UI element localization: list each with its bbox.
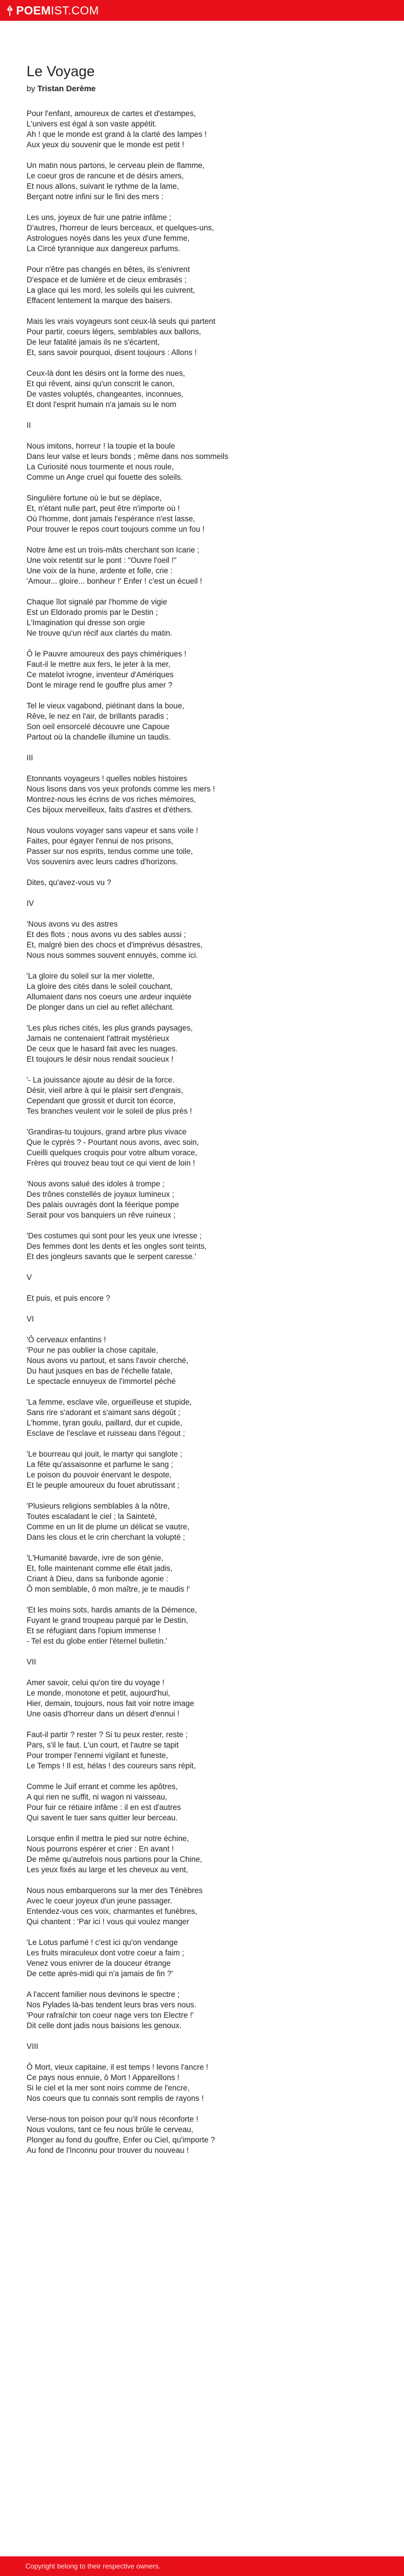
poem-line: Nous pourrons espérer et crier : En avant ! <box>27 1845 174 1853</box>
poem-line: De leur fatalité jamais ils ne s'écartent, <box>27 338 160 346</box>
poem-line: Notre âme est un trois-mâts cherchant son Icarie ; <box>27 546 200 554</box>
poem-line: Au fond de l'Inconnu pour trouver du nouveau ! <box>27 2146 189 2155</box>
poem-line: Entendez-vous ces voix, charmantes et funèbres, <box>27 1907 197 1916</box>
poem-line: Une voix de la hune, ardente et folle, crie : <box>27 566 173 575</box>
stanza <box>27 1782 384 1823</box>
poem-line: Berçant notre infini sur le fini des mers : <box>27 192 164 201</box>
poem-line: Aux yeux du souvenir que le monde est petit ! <box>27 140 185 149</box>
poem-line: Cependant que grossit et durcit ton écorce, <box>27 1096 176 1105</box>
poem-line: Si le ciel et la mer sont noirs comme de l'encre, <box>27 2084 190 2092</box>
section-numeral: VII <box>27 1657 36 1666</box>
poem-line: De même qu'autrefois nous partions pour la Chine, <box>27 1855 203 1864</box>
stanza <box>27 826 384 867</box>
section-numeral: V <box>27 1273 32 1282</box>
poem-line: 'Grandiras-tu toujours, grand arbre plus vivace <box>27 1128 187 1136</box>
poem-line: Une oasis d'horreur dans un désert d'ennui ! <box>27 1709 179 1718</box>
stanza <box>27 1937 384 1979</box>
stanza <box>27 1023 384 1065</box>
poem-line: Nous nous sommes souvent ennuyés, comme ici. <box>27 951 199 960</box>
poem-line: 'Ô cerveaux enfantins ! <box>27 1335 106 1344</box>
poem-line: Passer sur nos esprits, tendus comme une toile, <box>27 847 193 856</box>
poem-line: De plonger dans un ciel au reflet alléchant. <box>27 1003 174 1011</box>
poem-line: Partout où la chandelle illumine un taudis. <box>27 733 171 741</box>
stanza <box>27 160 384 202</box>
poem-line: 'Le Lotus parfumé ! c'est ici qu'on vendange <box>27 1938 178 1947</box>
poem-line: Des palais ouvragés dont la féerique pompe <box>27 1200 179 1209</box>
poem-line: L'Imagination qui dresse son orgie <box>27 618 145 627</box>
stanza <box>27 1730 384 1771</box>
poem-line: Un matin nous partons, le cerveau plein de flamme, <box>27 161 205 170</box>
poem-line: Lorsque enfin il mettra le pied sur notre échine, <box>27 1834 189 1843</box>
poem-line: Nous voulons, tant ce feu nous brûle le cerveau, <box>27 2125 193 2134</box>
stanza <box>27 774 384 815</box>
poem-line: Ce matelot ivrogne, inventeur d'Amériques <box>27 670 174 679</box>
poem-line: La fête qu'assaisonne et parfume le sang ; <box>27 1460 173 1469</box>
poem-line: Des femmes dont les dents et les ongles sont teints, <box>27 1242 207 1250</box>
poem-line: Ô le Pauvre amoureux des pays chimériques ! <box>27 649 186 658</box>
stanza <box>27 971 384 1013</box>
poem-line: Qui savent le tuer sans quitter leur berceau. <box>27 1813 178 1822</box>
stanza <box>27 368 384 410</box>
stanza <box>27 441 384 483</box>
poem-line: Ces bijoux merveilleux, faits d'astres et d'éthers. <box>27 805 193 814</box>
poem-line: Et des jongleurs savants que le serpent caresse.' <box>27 1252 196 1261</box>
logo-text <box>16 5 99 17</box>
poem-body <box>27 109 384 2156</box>
poem-line: Son oeil ensorcelé découvre une Capoue <box>27 722 170 731</box>
stanza <box>27 1397 384 1439</box>
poem-line: Dont le mirage rend le gouffre plus amer ? <box>27 681 173 689</box>
poem-line: Dans les clous et le crin cherchant la volupté ; <box>27 1533 185 1541</box>
stanza <box>27 1075 384 1117</box>
poem-content <box>27 63 384 2166</box>
poem-line: Pour l'enfant, amoureux de cartes et d'estampes, <box>27 109 196 118</box>
poem-line: Venez vous enivrer de la douceur étrange <box>27 1959 171 1968</box>
poem-line: Astrologues noyés dans les yeux d'une femme, <box>27 234 190 242</box>
poem-line: Toutes escaladant le ciel ; la Sainteté, <box>27 1512 157 1521</box>
poem-line: Et, n'étant nulle part, peut être n'importe où ! <box>27 504 180 513</box>
poem-line: 'Plusieurs religions semblables à la nôtre, <box>27 1502 170 1510</box>
poem-line: La glace qui les mord, les soleils qui les cuivrent, <box>27 286 195 294</box>
poem-line: Et puis, et puis encore ? <box>27 1294 110 1302</box>
poem-line: Jamais ne contenaient l'attrait mystérieux <box>27 1034 170 1043</box>
stanza <box>27 1335 384 1387</box>
byline <box>27 83 384 94</box>
poem-line: Cueilli quelques croquis pour votre album vorace, <box>27 1148 197 1157</box>
poem-line: Fuyant le grand troupeau parqué par le Destin, <box>27 1616 188 1625</box>
poem-line: De vastes voluptés, changeantes, inconnues, <box>27 390 184 398</box>
poem-line: Et, folle maintenant comme elle était jadis, <box>27 1564 173 1573</box>
poem-line: Et des flots ; nous avons vu des sables aussi ; <box>27 930 186 939</box>
poem-line: - Tel est du globe entier l'éternel bulletin.' <box>27 1637 167 1645</box>
poem-line: Nous voulons voyager sans vapeur et sans voile ! <box>27 826 199 835</box>
poem-line: Pars, s'il le faut. L'un court, et l'autre se tapit <box>27 1741 179 1749</box>
logo-text-bold: POEM <box>16 5 51 17</box>
by-label: by <box>27 84 35 93</box>
poem-line: Ce pays nous ennuie, ô Mort ! Appareillons ! <box>27 2073 179 2082</box>
poem-line: Le monde, monotone et petit, aujourd'hui, <box>27 1689 170 1697</box>
poem-line: Montrez-nous les écrins de vos riches mémoires, <box>27 795 196 804</box>
copyright-text: Copyright belong to their respective owners. <box>25 2562 161 2570</box>
poem-line: Etonnants voyageurs ! quelles nobles histoires <box>27 774 188 783</box>
stanza <box>27 597 384 639</box>
poem-line: Et nous allons, suivant le rythme de la lame, <box>27 182 179 191</box>
stanza <box>27 1989 384 2031</box>
poem-line: Faut-il partir ? rester ? Si tu peux rester, reste ; <box>27 1730 188 1739</box>
stanza <box>27 1293 384 1304</box>
section-numeral: II <box>27 421 31 430</box>
poem-line: Rêve, le nez en l'air, de brillants paradis ; <box>27 712 169 720</box>
poem-line: Les yeux fixés au large et les cheveux au vent, <box>27 1865 188 1874</box>
poem-line: D'autres, l'horreur de leurs berceaux, et quelques-uns, <box>27 223 214 232</box>
poem-line: La Circé tyrannique aux dangereux parfums. <box>27 244 181 253</box>
quill-pen-icon <box>6 5 14 17</box>
poem-line: L'univers est égal à son vaste appétit. <box>27 120 157 128</box>
poem-line: L'homme, tyran goulu, paillard, dur et cupide, <box>27 1418 182 1427</box>
stanza <box>27 2114 384 2156</box>
poem-line: D'espace et de lumière et de cieux embrasés ; <box>27 275 187 284</box>
poem-line: Nous lisons dans vos yeux profonds comme les mers ! <box>27 785 215 793</box>
stanza <box>27 1834 384 1875</box>
poem-line: Le Temps ! Il est, hélas ! des coureurs sans répit, <box>27 1761 196 1770</box>
poem-line: 'Et les moins sots, hardis amants de la Démence, <box>27 1606 197 1614</box>
stanza <box>27 1501 384 1543</box>
poem-line: La Curiosité nous tourmente et nous roule, <box>27 462 174 471</box>
stanza <box>27 701 384 742</box>
poem-line: Du haut jusques en bas de l'échelle fatale, <box>27 1367 173 1375</box>
stanza <box>27 316 384 358</box>
stanza <box>27 545 384 587</box>
poem-line: Ne trouve qu'un récif aux clartés du matin. <box>27 629 173 637</box>
poem-line: Nos coeurs que tu connais sont remplis de rayons ! <box>27 2094 204 2103</box>
poem-line: De cette après-midi qui n'a jamais de fin ?' <box>27 1969 173 1978</box>
poem-line: Pour fuir ce rétiaire infâme : il en est d'autres <box>27 1803 181 1812</box>
poem-line: Et le peuple amoureux du fouet abrutissant ; <box>27 1481 179 1489</box>
poem-line: Frères qui trouvez beau tout ce qui vient de loin ! <box>27 1159 195 1167</box>
poem-line: 'Pour rafraîchir ton coeur nage vers ton Electre !' <box>27 2011 194 2019</box>
stanza <box>27 212 384 254</box>
poem-line: 'Nous avons vu des astres <box>27 920 118 928</box>
poem-line: Désir, vieil arbre à qui le plaisir sert d'engrais, <box>27 1086 184 1095</box>
poem-line: Nous nous embarquerons sur la mer des Ténèbres <box>27 1886 203 1895</box>
poem-line: Tes branches veulent voir le soleil de plus près ! <box>27 1107 192 1115</box>
stanza <box>27 1886 384 1927</box>
poem-line: Tel le vieux vagabond, piétinant dans la boue, <box>27 701 185 710</box>
poem-line: Le poison du pouvoir énervant le despote, <box>27 1470 172 1479</box>
poem-line: Pour tromper l'ennemi vigilant et funeste, <box>27 1751 168 1760</box>
site-header <box>0 0 404 21</box>
stanza <box>27 649 384 690</box>
poem-line: '- La jouissance ajoute au désir de la force. <box>27 1076 175 1084</box>
poem-line: Plonger au fond du gouffre, Enfer ou Ciel, qu'importe ? <box>27 2136 215 2144</box>
poem-line: Ah ! que le monde est grand à la clarté des lampes ! <box>27 130 207 139</box>
stanza <box>27 1553 384 1595</box>
poem-line: Dit celle dont jadis nous baisions les genoux. <box>27 2021 182 2030</box>
poem-line: 'La gloire du soleil sur la mer violette, <box>27 972 155 980</box>
poem-line: Ceux-là dont les désirs ont la forme des nues, <box>27 369 185 378</box>
stanza <box>27 878 384 888</box>
poem-line: Singulière fortune où le but se déplace, <box>27 494 162 502</box>
stanza <box>27 2062 384 2104</box>
poem-line: 'Nous avons salué des idoles à trompe ; <box>27 1179 164 1188</box>
section-numeral: VIII <box>27 2042 39 2051</box>
poem-line: Esclave de l'esclave et ruisseau dans l'égout ; <box>27 1429 185 1438</box>
poem-line: Est un Eldorado promis par le Destin ; <box>27 608 158 617</box>
poem-line: Et, sans savoir pourquoi, disent toujours : Allons ! <box>27 348 197 357</box>
stanza <box>27 1605 384 1647</box>
poem-line: Amer savoir, celui qu'on tire du voyage ! <box>27 1678 164 1687</box>
stanza <box>27 1231 384 1262</box>
poem-line: Vos souvenirs avec leurs cadres d'horizons. <box>27 857 178 866</box>
poem-line: Qui chantent : 'Par ici ! vous qui voulez manger <box>27 1917 189 1926</box>
poem-line: Mais les vrais voyageurs sont ceux-là seuls qui partent <box>27 317 216 326</box>
poem-line: Criant à Dieu, dans sa furibonde agonie : <box>27 1574 169 1583</box>
poem-line: Que le cyprès ? - Pourtant nous avons, avec soin, <box>27 1138 199 1147</box>
poem-line: Dans leur valse et leurs bonds ; même dans nos sommeils <box>27 452 229 461</box>
poem-line: Dites, qu'avez-vous vu ? <box>27 878 111 887</box>
stanza <box>27 493 384 535</box>
poem-line: De ceux que le hasard fait avec les nuages. <box>27 1044 178 1053</box>
stanza <box>27 919 384 961</box>
poem-line: Où l'homme, dont jamais l'espérance n'est lasse, <box>27 514 196 523</box>
poem-line: Effacent lentement la marque des baisers. <box>27 296 173 305</box>
poem-line: Faites, pour égayer l'ennui de nos prisons, <box>27 837 173 845</box>
stanza <box>27 1449 384 1491</box>
poem-line: A l'accent familier nous devinons le spectre ; <box>27 1990 180 1999</box>
poem-line: Nous avons vu partout, et sans l'avoir cherché, <box>27 1356 189 1365</box>
poem-line: A qui rien ne suffit, ni wagon ni vaisseau, <box>27 1793 167 1801</box>
site-logo[interactable] <box>6 5 99 17</box>
poem-line: 'Pour ne pas oublier la chose capitale, <box>27 1346 158 1354</box>
poem-line: 'Les plus riches cités, les plus grands paysages, <box>27 1024 193 1032</box>
poem-line: Comme le Juif errant et comme les apôtres, <box>27 1782 178 1791</box>
poem-line: La gloire des cités dans le soleil couchant, <box>27 982 173 991</box>
section-numeral: VI <box>27 1315 34 1323</box>
stanza <box>27 264 384 306</box>
section-numeral: III <box>27 753 33 762</box>
poem-line: Les uns, joyeux de fuir une patrie infâme ; <box>27 213 171 222</box>
stanza <box>27 1127 384 1168</box>
poem-line: Avec le coeur joyeux d'un jeune passager. <box>27 1896 173 1905</box>
poem-line: Et toujours le désir nous rendait soucieux ! <box>27 1055 174 1063</box>
stanza <box>27 109 384 150</box>
poem-line: Le coeur gros de rancune et de désirs amers, <box>27 171 184 180</box>
poem-line: Ô mon semblable, ô mon maître, je te maudis !' <box>27 1585 190 1593</box>
poem-title: Le Voyage <box>27 64 95 80</box>
author-name[interactable]: Tristan Derème <box>37 84 96 93</box>
poem-line: Et, malgré bien des chocs et d'imprévus désastres, <box>27 940 203 949</box>
poem-line: Faut-il le mettre aux fers, le jeter à la mer, <box>27 660 171 669</box>
site-footer <box>0 2556 404 2576</box>
poem-line: Hier, demain, toujours, nous fait voir notre image <box>27 1699 194 1708</box>
poem-line: Des trônes constellés de joyaux lumineux ; <box>27 1190 174 1199</box>
poem-line: Pour n'être pas changés en bêtes, ils s'enivrent <box>27 265 190 274</box>
poem-line: Le spectacle ennuyeux de l'immortel péché <box>27 1377 176 1386</box>
poem-line: 'Des costumes qui sont pour les yeux une ivresse ; <box>27 1231 202 1240</box>
poem-line: Pour trouver le repos court toujours comme un fou ! <box>27 525 205 533</box>
poem-line: Allumaient dans nos coeurs une ardeur inquiète <box>27 992 192 1001</box>
poem-line: Une voix retentit sur le pont : "Ouvre l'oeil !" <box>27 556 177 565</box>
poem-line: Pour partir, coeurs légers, semblables aux ballons, <box>27 327 201 336</box>
poem-line: Et dont l'esprit humain n'a jamais su le nom <box>27 400 177 409</box>
poem-line: Et qui rêvent, ainsi qu'un conscrit le canon, <box>27 379 175 388</box>
poem-line: Verse-nous ton poison pour qu'il nous réconforte ! <box>27 2115 199 2123</box>
poem-line: 'L'Humanité bavarde, ivre de son génie, <box>27 1554 164 1562</box>
poem-line: Serait pour vos banquiers un rêve ruineux ; <box>27 1211 176 1219</box>
poem-line: Ô Mort, vieux capitaine, il est temps ! levons l'ancre ! <box>27 2063 208 2071</box>
poem-line: Et se réfugiant dans l'opium immense ! <box>27 1626 161 1635</box>
poem-line: 'Le bourreau qui jouit, le martyr qui sanglote ; <box>27 1450 182 1458</box>
section-numeral: IV <box>27 899 34 908</box>
poem-line: Nous imitons, horreur ! la toupie et la boule <box>27 442 175 450</box>
poem-line: Sans rire s'adorant et s'aimant sans dégoût ; <box>27 1408 181 1417</box>
stanza <box>27 1179 384 1220</box>
poem-line: Comme un Ange cruel qui fouette des soleils. <box>27 473 183 481</box>
poem-line: Chaque îlot signalé par l'homme de vigie <box>27 598 167 606</box>
stanza <box>27 1678 384 1719</box>
poem-line: Nos Pylades là-bas tendent leurs bras vers nous. <box>27 2000 197 2009</box>
poem-line: 'Amour... gloire... bonheur !' Enfer ! c'est un écueil ! <box>27 577 203 585</box>
poem-line: Les fruits miraculeux dont votre coeur a faim ; <box>27 1948 185 1957</box>
logo-text-rest: IST.COM <box>51 5 99 17</box>
poem-line: 'La femme, esclave vile, orgueilleuse et stupide, <box>27 1398 192 1406</box>
poem-line: Comme en un lit de plume un délicat se vautre, <box>27 1522 190 1531</box>
